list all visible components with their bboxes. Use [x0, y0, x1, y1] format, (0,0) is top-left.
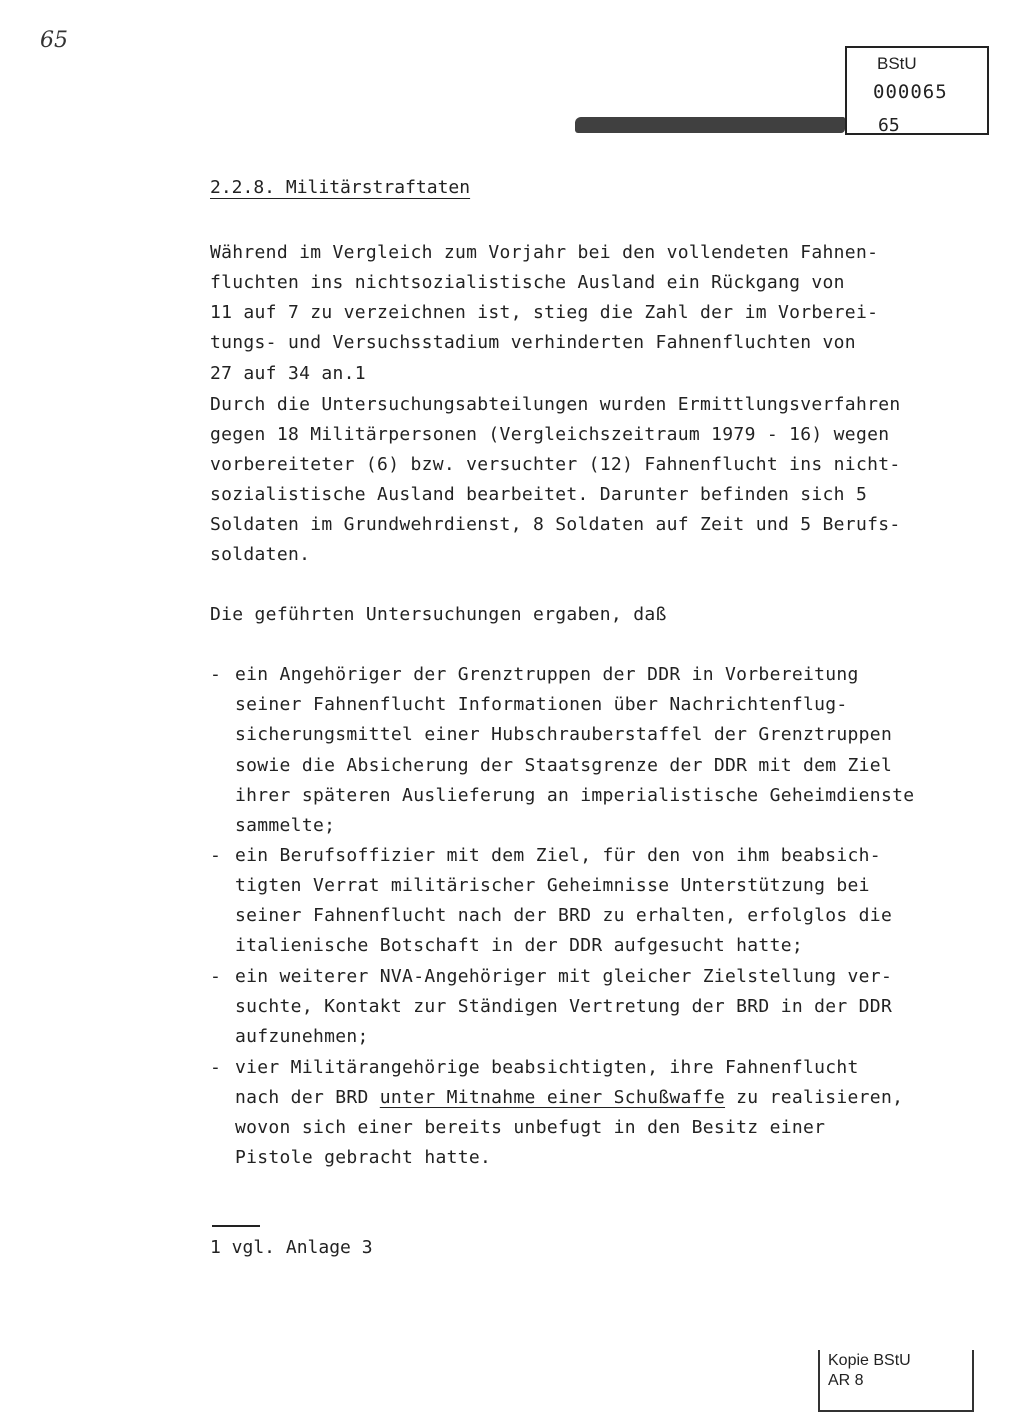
text-line: 27 auf 34 an.1: [210, 363, 366, 384]
list-line: wovon sich einer bereits unbefugt in den Besitz einer: [235, 1117, 826, 1138]
archive-stamp-inner: [847, 48, 957, 135]
text-line: Durch die Untersuchungsabteilungen wurden Ermittlungsverfahren: [210, 394, 901, 415]
text-line: tungs- und Versuchsstadium verhinderten Fahnenfluchten von: [210, 332, 856, 353]
text-line: 11 auf 7 zu verzeichnen ist, stieg die Zahl der im Vorberei-: [210, 302, 879, 323]
footnote-rule: [212, 1225, 260, 1227]
underlined-phrase: unter Mitnahme einer Schußwaffe: [379, 1087, 726, 1108]
bullet-dash: -: [210, 1057, 221, 1078]
list-line: suchte, Kontakt zur Ständigen Vertretung der BRD in der DDR: [235, 996, 893, 1017]
bullet-dash: -: [210, 966, 221, 987]
list-intro: Die geführten Untersuchungen ergaben, daß: [210, 604, 667, 625]
text-line: vorbereiteter (6) bzw. versuchter (12) Fahnenflucht ins nicht-: [210, 454, 901, 475]
text-line: soldaten.: [210, 544, 311, 565]
copy-stamp: [818, 1350, 974, 1412]
text-line: Während im Vergleich zum Vorjahr bei den vollendeten Fahnen-: [210, 242, 879, 263]
bullet-dash: -: [210, 845, 221, 866]
handwritten-page-number: 65: [40, 28, 68, 53]
section-heading: 2.2.8. Militärstraftaten: [210, 177, 471, 198]
redaction-bar: [575, 117, 845, 133]
text-line: Soldaten im Grundwehrdienst, 8 Soldaten auf Zeit und 5 Berufs-: [210, 514, 901, 535]
text-segment: nach der BRD: [235, 1087, 380, 1108]
list-line: italienische Botschaft in der DDR aufgesucht hatte;: [235, 935, 803, 956]
stamp-organization: BStU: [877, 54, 917, 73]
copy-stamp-line1: Kopie BStU: [828, 1352, 911, 1369]
footnote: 1 vgl. Anlage 3: [210, 1237, 373, 1258]
copy-stamp-line2: AR 8: [828, 1372, 864, 1389]
text-line: sozialistische Ausland bearbeitet. Darunter befinden sich 5: [210, 484, 868, 505]
list-line: ein Berufsoffizier mit dem Ziel, für den von ihm beabsich-: [235, 845, 881, 866]
list-line: seiner Fahnenflucht Informationen über Nachrichtenflug-: [235, 694, 848, 715]
stamp-document-number: 000065: [873, 81, 948, 103]
text-line: gegen 18 Militärpersonen (Vergleichszeitraum 1979 - 16) wegen: [210, 424, 890, 445]
list-line: aufzunehmen;: [235, 1026, 369, 1047]
list-line: ein weiterer NVA-Angehöriger mit gleicher Zielstellung ver-: [235, 966, 893, 987]
list-line: sowie die Absicherung der Staatsgrenze der DDR mit dem Ziel: [235, 755, 893, 776]
text-line: fluchten ins nichtsozialistische Ausland ein Rückgang von: [210, 272, 845, 293]
list-line: ihrer späteren Auslieferung an imperialistische Geheimdienste: [235, 785, 915, 806]
list-line: seiner Fahnenflucht nach der BRD zu erhalten, erfolglos die: [235, 905, 893, 926]
archive-stamp: [845, 46, 989, 135]
stamp-page-number: 65: [878, 115, 900, 136]
text-segment: zu realisieren,: [725, 1087, 904, 1108]
bullet-dash: -: [210, 664, 221, 685]
list-line: ein Angehöriger der Grenztruppen der DDR in Vorbereitung: [235, 664, 859, 685]
list-line: tigten Verrat militärischer Geheimnisse Unterstützung bei: [235, 875, 870, 896]
list-line: sammelte;: [235, 815, 336, 836]
list-line: Pistole gebracht hatte.: [235, 1147, 492, 1168]
list-line: [235, 1087, 903, 1108]
list-line: vier Militärangehörige beabsichtigten, ihre Fahnenflucht: [235, 1057, 859, 1078]
list-line: sicherungsmittel einer Hubschrauberstaffel der Grenztruppen: [235, 724, 893, 745]
